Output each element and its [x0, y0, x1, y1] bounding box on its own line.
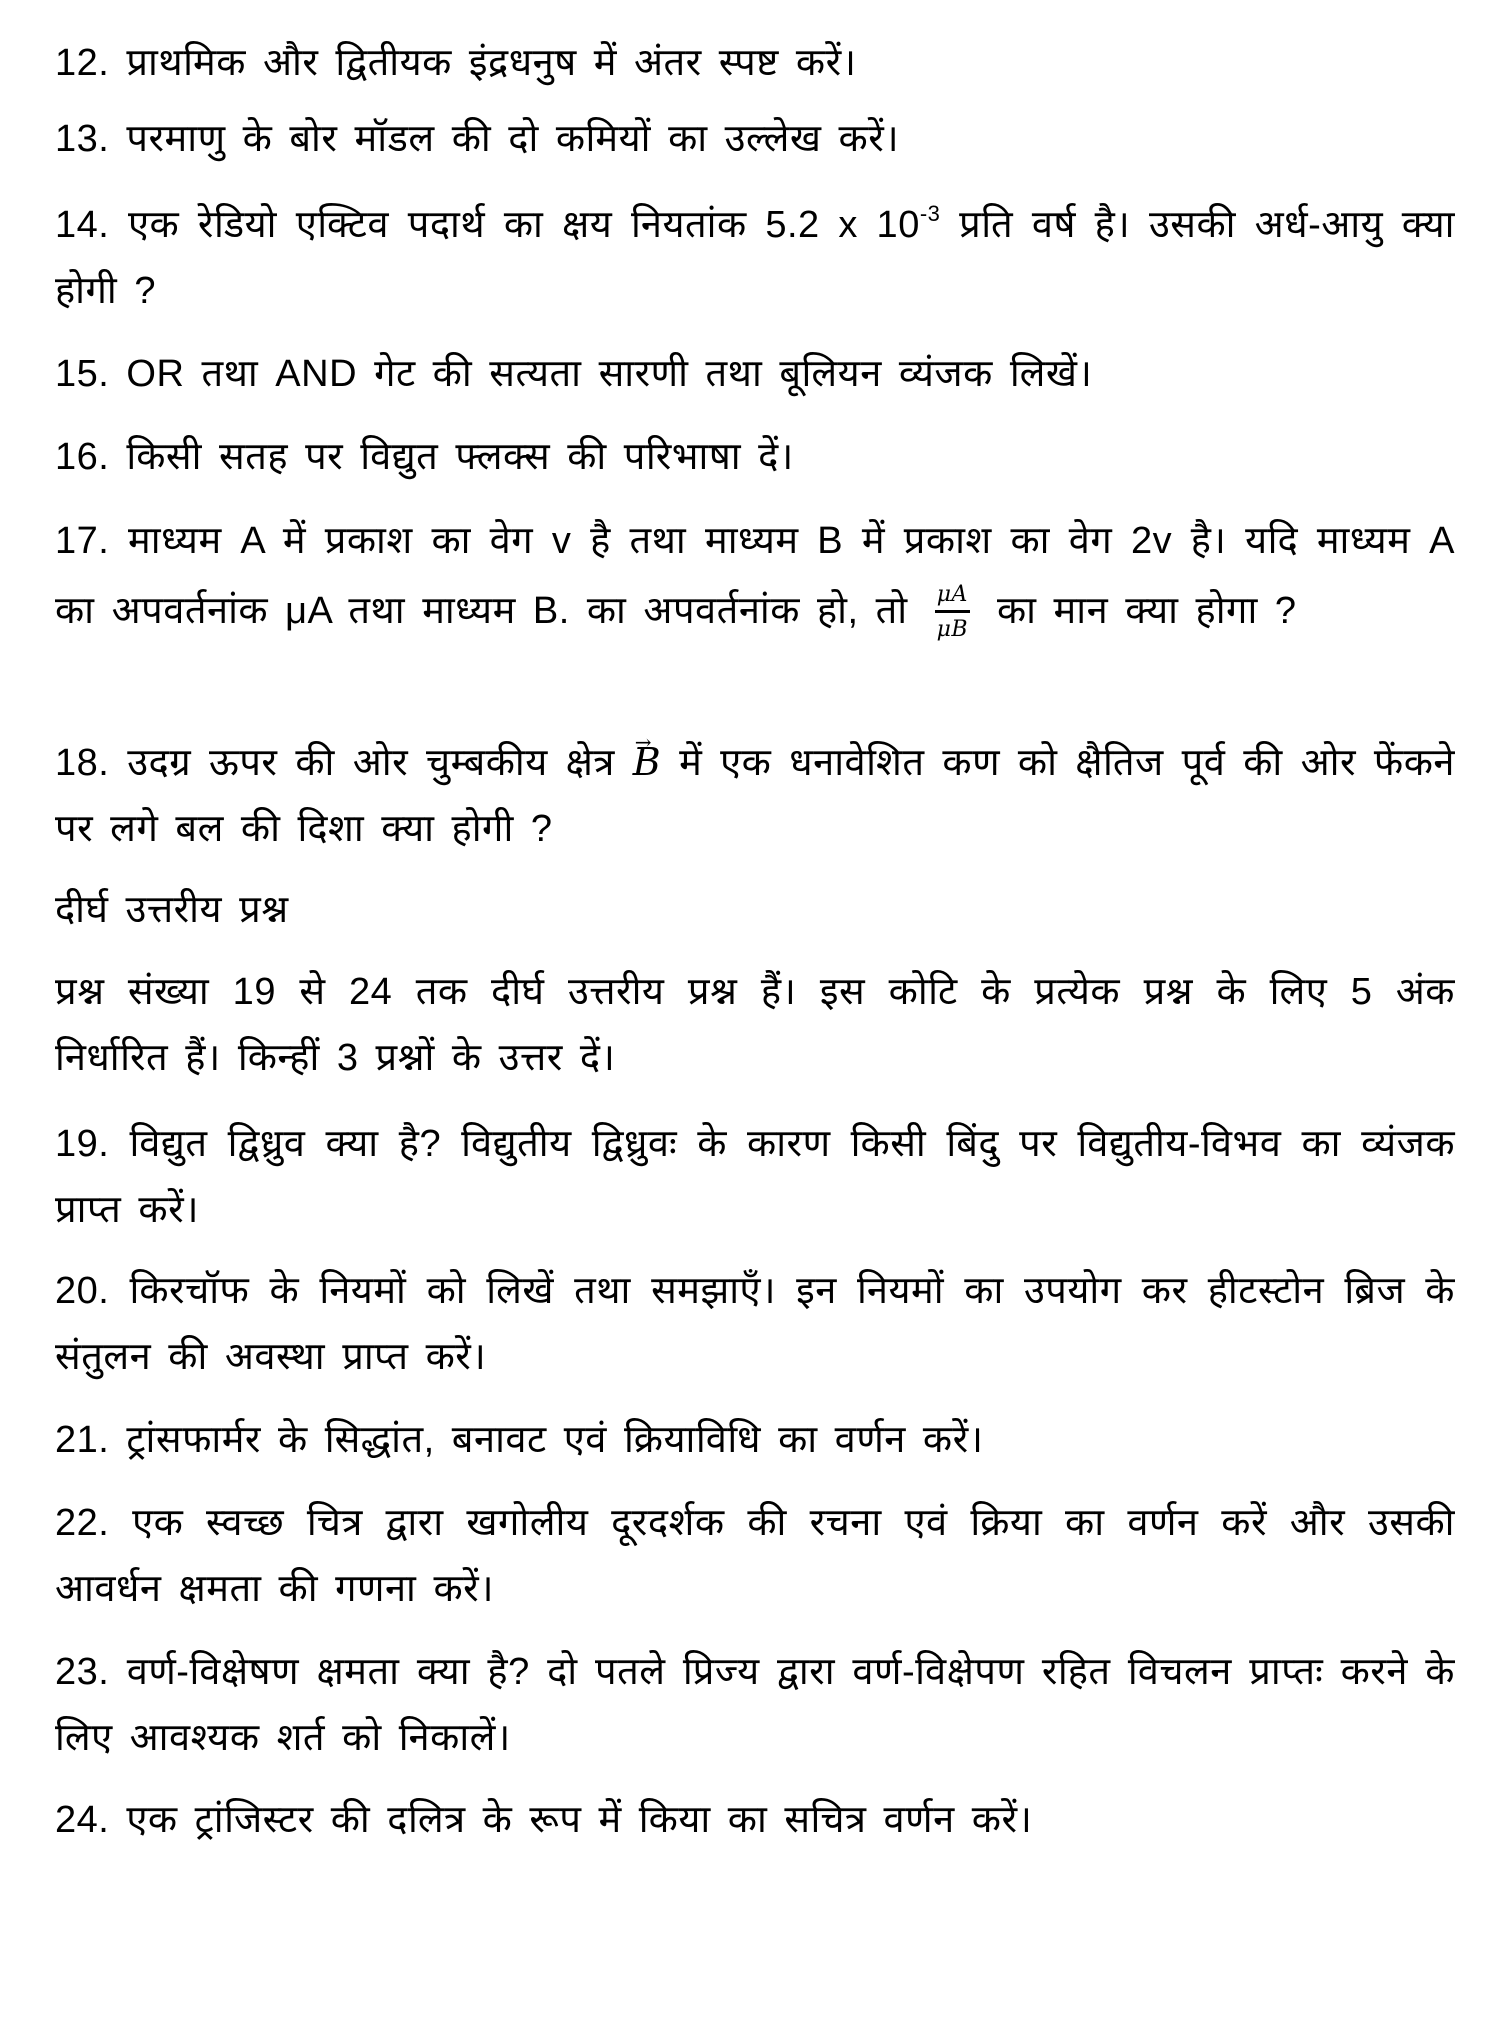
- question-20: [55, 1258, 1455, 1390]
- question-number: 14.: [55, 204, 110, 246]
- question-number: 23.: [55, 1651, 110, 1693]
- question-13: [55, 106, 1455, 172]
- question-12: [55, 30, 1455, 96]
- exponent: -3: [919, 201, 941, 226]
- question-text: ट्रांसफार्मर के सिद्धांत, बनावट एवं क्रियाविधि का वर्णन करें।: [126, 1419, 984, 1461]
- question-number: 15.: [55, 353, 110, 395]
- question-text-before: एक रेडियो एक्टिव पदार्थ का क्षय नियतांक 5.2 x 10: [128, 204, 920, 246]
- question-text: किसी सतह पर विद्युत फ्लक्स की परिभाषा दें।: [126, 436, 794, 478]
- question-text: प्राथमिक और द्वितीयक इंद्रधनुष में अंतर स्पष्ट करें।: [126, 42, 857, 84]
- question-15: [55, 341, 1455, 407]
- question-19: [55, 1111, 1455, 1243]
- question-text: OR तथा AND गेट की सत्यता सारणी तथा बूलियन व्यंजक लिखें।: [126, 353, 1093, 395]
- magnetic-field-vector: → B: [633, 729, 661, 795]
- fraction-denominator: μB: [936, 617, 969, 643]
- question-17: [55, 506, 1455, 646]
- question-number: 22.: [55, 1502, 110, 1544]
- question-23: [55, 1639, 1455, 1771]
- question-number: 17.: [55, 520, 110, 562]
- question-text-after: का मान क्या होगा ?: [996, 590, 1297, 632]
- question-text: परमाणु के बोर मॉडल की दो कमियों का उल्लेख करें।: [126, 118, 900, 160]
- question-number: 20.: [55, 1270, 110, 1312]
- question-21: [55, 1407, 1455, 1473]
- question-number: 13.: [55, 118, 110, 160]
- question-16: [55, 424, 1455, 490]
- question-18: [55, 729, 1455, 862]
- question-24: [55, 1787, 1455, 1853]
- question-text: एक ट्रांजिस्टर की दलित्र के रूप में किया का सचित्र वर्णन करें।: [126, 1799, 1033, 1841]
- question-number: 19.: [55, 1123, 110, 1165]
- section-heading: दीर्घ उत्तरीय प्रश्न: [55, 889, 289, 931]
- question-number: 16.: [55, 436, 110, 478]
- question-text-after: में एक धनावेशित कण को क्षैतिज पूर्व की ओर फेंकने पर लगे बल की दिशा क्या होगी ?: [55, 742, 1455, 850]
- question-number: 18.: [55, 742, 110, 784]
- question-text-after: प्रति वर्ष है। उसकी अर्ध-आयु क्या होगी ?: [55, 204, 1456, 312]
- question-22: [55, 1490, 1455, 1622]
- fraction-numerator: μA: [935, 584, 970, 613]
- question-14: [55, 192, 1455, 324]
- question-text-before: उदग्र ऊपर की ओर चुम्बकीय क्षेत्र: [127, 742, 615, 784]
- section-instructions: प्रश्न संख्या 19 से 24 तक दीर्घ उत्तरीय प्रश्न हैं। इस कोटि के प्रत्येक प्रश्न के लिए 5 अंक निर्धारित हैं। किन्हीं 3 प्रश्नों के उत्तर दें।: [55, 971, 1455, 1079]
- fraction-muA-over-muB: [935, 584, 970, 641]
- question-number: 24.: [55, 1799, 110, 1841]
- question-text: विद्युत द्विध्रुव क्या है? विद्युतीय द्विध्रुवः के कारण किसी बिंदु पर विद्युतीय-विभव का व्यंजक प्राप्त करें।: [55, 1123, 1456, 1231]
- question-text-before: माध्यम A में प्रकाश का वेग v है तथा माध्यम B में प्रकाश का वेग 2v है। यदि माध्यम A का अपवर्तनांक μA तथा माध्यम B. का अपवर्तनांक हो, तो: [55, 520, 1455, 632]
- question-text: किरचॉफ के नियमों को लिखें तथा समझाएँ। इन नियमों का उपयोग कर हीटस्टोन ब्रिज के संतुलन की अवस्था प्राप्त करें।: [55, 1270, 1455, 1378]
- question-number: 12.: [55, 42, 110, 84]
- question-text: वर्ण-विक्षेषण क्षमता क्या है? दो पतले प्रिज्य द्वारा वर्ण-विक्षेपण रहित विचलन प्राप्तः करने के लिए आवश्यक शर्त को निकालें।: [55, 1651, 1455, 1759]
- question-number: 21.: [55, 1419, 110, 1461]
- question-text: एक स्वच्छ चित्र द्वारा खगोलीय दूरदर्शक की रचना एवं क्रिया का वर्णन करें और उसकी आवर्धन क्षमता की गणना करें।: [55, 1502, 1455, 1610]
